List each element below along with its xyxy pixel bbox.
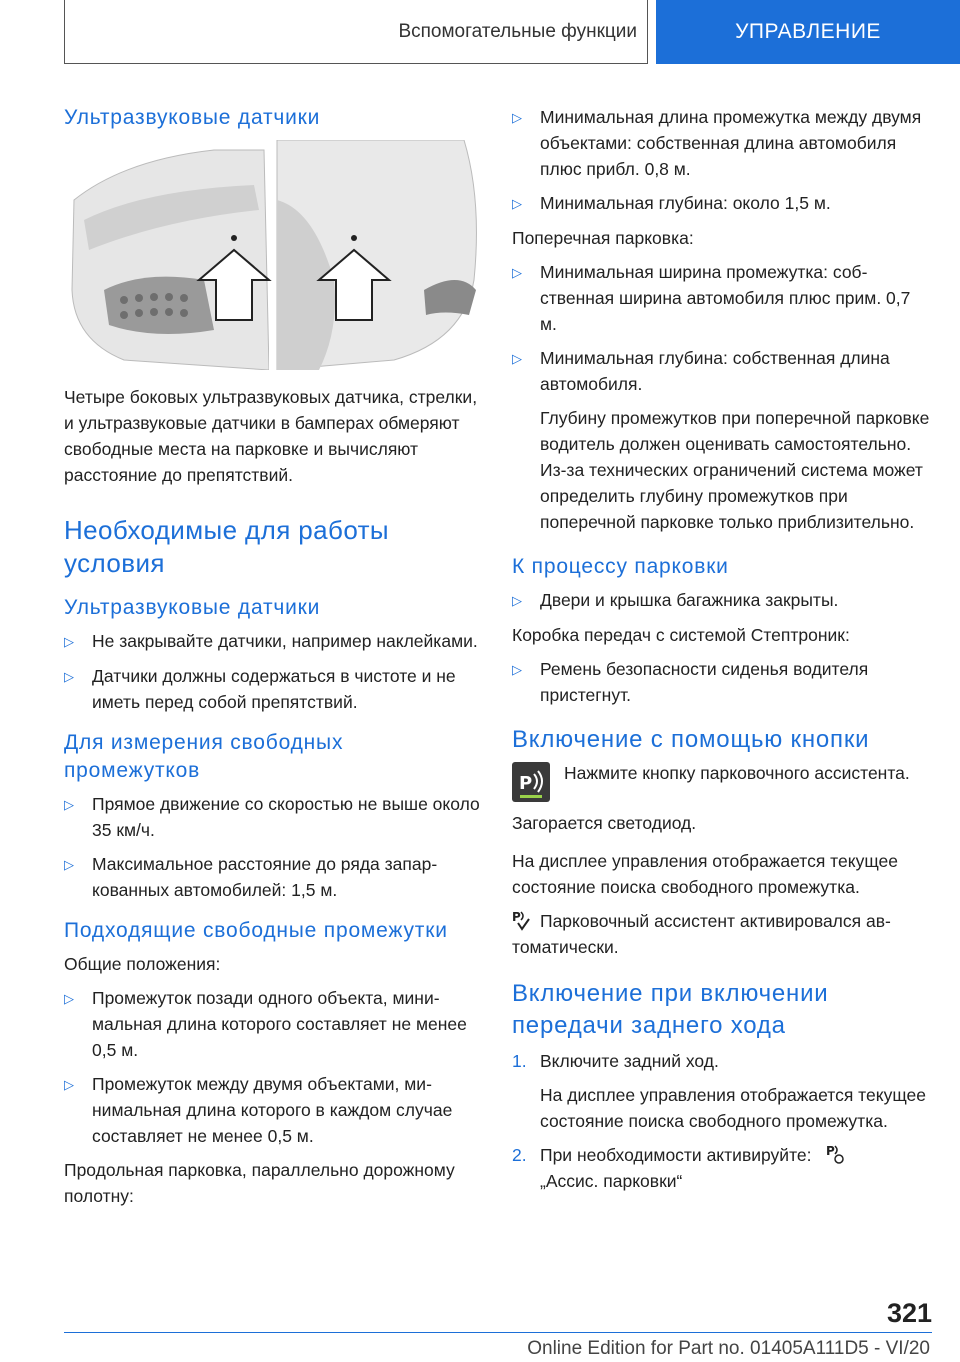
list-item: ▷ Промежуток позади одного объекта, минимальная длина которого составляет не менее 0,5 м. (64, 985, 484, 1063)
list-item: ▷ Минимальная ширина промежутка: собственная ширина автомобиля плюс прим. 0,7 м. (512, 259, 932, 337)
triangle-bullet-icon: ▷ (64, 669, 74, 684)
running-header-chapter (656, 0, 960, 64)
triangle-bullet-icon: ▷ (64, 634, 74, 649)
step-item: „Ассис. парковки“ (540, 1171, 683, 1191)
section-title: Вспомогательные функции (398, 20, 637, 42)
perpendicular-note: Глубину промежутков при поперечной парковке водитель должен оценивать самостоятельно. Из-за технических ограничений система может определить глубину промежутков при поперечной парковке только приблизительно. (540, 408, 930, 532)
list-item: ▷ Прямое движение со скоростью не выше около 35 км/ч. (64, 791, 484, 843)
footer-divider (64, 1332, 932, 1333)
heading-parking-process: К процессу парковки (512, 555, 729, 578)
parallel-parking-label: Продольная парковка, параллельно дорожному полотну: (64, 1160, 455, 1206)
page-number: 321 (886, 1298, 932, 1328)
svg-text:P: P (512, 910, 521, 924)
perpendicular-parking-label: Поперечная парковка: (512, 228, 694, 248)
running-header-section (64, 0, 648, 64)
parking-assistant-indicator-icon (512, 909, 532, 931)
triangle-bullet-icon: ▷ (64, 991, 74, 1006)
button-instruction: P Нажмите кнопку парковочного ассистента. (512, 760, 932, 802)
heading-measure: Для измерения свободных промежутков (64, 731, 344, 782)
step-item: На дисплее управления отображается текущее состояние поиска свободного промежутка. (540, 1085, 926, 1131)
gearbox-label: Коробка передач с системой Стептроник: (512, 625, 850, 645)
list-item: ▷ Минимальная глубина: собственная длина автомобиля. (512, 345, 932, 397)
triangle-bullet-icon: ▷ (512, 662, 522, 677)
triangle-bullet-icon: ▷ (512, 351, 522, 366)
bumper-sensors-photo (64, 140, 484, 370)
display-text: На дисплее управления отображается текущее состояние поиска свободного промежутка. (512, 851, 898, 897)
left-column (64, 100, 484, 1217)
edition-info: Online Edition for Part no. 01405A111D5 - VI/20 (527, 1338, 930, 1359)
triangle-bullet-icon: ▷ (64, 1077, 74, 1092)
step-item: 1. Включите задний ход. (512, 1051, 719, 1071)
list-item: ▷ Минимальная глубина: около 1,5 м. (512, 190, 932, 217)
heading-enable-button: Включение с помощью кнопки (512, 726, 870, 753)
led-text: Загорается светодиод. (512, 813, 697, 833)
list-item: ▷ Минимальная длина промежутка между двумя объектами: собственная длина автомобиля плюс прибл. 0,8 м. (512, 104, 932, 182)
list-item: ▷ Не закрывайте датчики, например наклейками. (64, 628, 484, 655)
triangle-bullet-icon: ▷ (512, 265, 522, 280)
heading-enable-reverse: Включение при включении передачи заднего хода (512, 980, 829, 1039)
auto-activation-text: P Парковочный ассистент активировался автоматически. (512, 910, 891, 957)
heading-conditions: Необходимые для работы условия (64, 515, 390, 578)
triangle-bullet-icon: ▷ (512, 196, 522, 211)
svg-text:P: P (519, 773, 533, 794)
step-item: 2. При необходимости активируйте: P (512, 1142, 932, 1168)
triangle-bullet-icon: ▷ (64, 797, 74, 812)
triangle-bullet-icon: ▷ (512, 593, 522, 608)
general-label: Общие положения: (64, 954, 221, 974)
list-item: ▷ Максимальное расстояние до ряда запаркованных автомобилей: 1,5 м. (64, 851, 484, 903)
chapter-title: УПРАВЛЕНИЕ (735, 20, 881, 43)
right-column (512, 104, 932, 1202)
triangle-bullet-icon: ▷ (64, 857, 74, 872)
heading-suitable-gaps: Подходящие свободные промежутки (64, 919, 448, 942)
list-item: ▷ Датчики должны содержаться в чистоте и не иметь перед собой препятствий. (64, 663, 484, 715)
list-item: ▷ Ремень безопасности сиденья водителя пристегнут. (512, 656, 932, 708)
parking-assistant-button-icon (512, 762, 550, 802)
parking-assistant-menu-icon (826, 1143, 846, 1165)
heading-ultrasonic-sensors: Ультразвуковые датчики (64, 106, 321, 129)
svg-text:P: P (826, 1144, 836, 1158)
heading-sensors-conditions: Ультразвуковые датчики (64, 596, 321, 619)
image-caption: Четыре боковых ультразвуковых датчика, стрелки, и ультразвуковые датчики в бамперах обмеряют свободные места на парковке и вычисляют расстояние до препятствий. (64, 387, 478, 485)
list-item: ▷ Промежуток между двумя объектами, минимальная длина которого в каждом случае составляет не менее 0,5 м. (64, 1071, 484, 1149)
list-item: ▷ Двери и крышка багажника закрыты. (512, 587, 932, 614)
triangle-bullet-icon: ▷ (512, 110, 522, 125)
